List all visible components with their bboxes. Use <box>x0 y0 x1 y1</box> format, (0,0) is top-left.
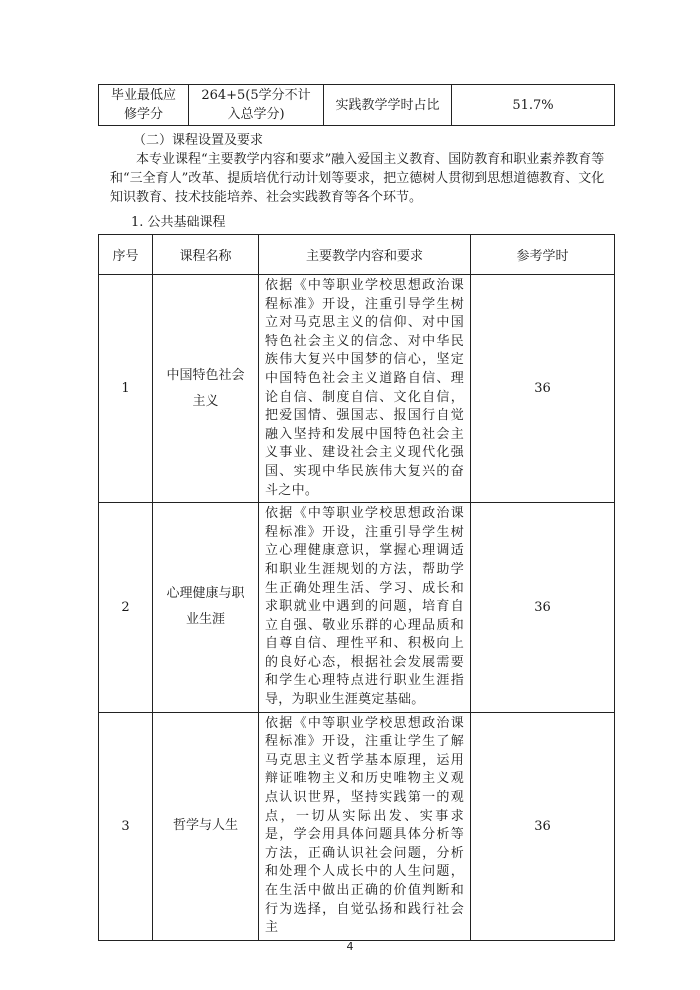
practice-ratio-value: 51.7% <box>452 85 615 126</box>
subsection-heading: 1. 公共基础课程 <box>131 215 226 230</box>
section-intro <box>110 150 615 207</box>
row-no: 2 <box>99 503 153 713</box>
row-hours: 36 <box>471 712 615 940</box>
credits-summary-table <box>98 84 615 126</box>
practice-ratio-label: 实践教学学时占比 <box>324 85 452 126</box>
table-header-row <box>99 235 615 275</box>
row-hours: 36 <box>471 503 615 713</box>
row-course-name: 哲学与人生 <box>153 712 259 940</box>
row-content: 依据《中等职业学校思想政治课程标准》开设，注重引导学生树立对马克思主义的信仰、对中国特色社会主义的信念、对中华民族伟大复兴中国梦的信心，坚定中国特色社会主义道路自信、理论自信、制度自信、文化自信，把爱国情、强国志、报国行自觉融入坚持和发展中国特色社会主义事业、建设社会主义现代化强国、实现中华民族伟大复兴的奋斗之中。 <box>259 275 471 503</box>
row-content: 依据《中等职业学校思想政治课程标准》开设，注重让学生了解马克思主义哲学基本原理，运用辩证唯物主义和历史唯物主义观点认识世界，坚持实践第一的观点，一切从实际出发、实事求是，学会用具体问题具体分析等方法，正确认识社会问题，分析和处理个人成长中的人生问题，在生活中做出正确的价值判断和行为选择，自觉弘扬和践行社会主 <box>259 712 471 940</box>
credits-summary-row <box>99 85 615 126</box>
row-course-name: 中国特色社会主义 <box>153 275 259 503</box>
table-row <box>99 275 615 503</box>
table-row <box>99 712 615 940</box>
row-course-name: 心理健康与职业生涯 <box>153 503 259 713</box>
min-credits-label: 毕业最低应修学分 <box>99 85 189 126</box>
section-heading: （二）课程设置及要求 <box>133 133 264 148</box>
row-no: 1 <box>99 275 153 503</box>
header-no: 序号 <box>99 235 153 275</box>
table-row <box>99 503 615 713</box>
header-hours: 参考学时 <box>471 235 615 275</box>
intro-paragraph: 本专业课程“主要教学内容和要求”融入爱国主义教育、国防教育和职业素养教育等和“三全育人”改革、提质培优行动计划等要求，把立德树人贯彻到思想道德教育、文化知识教育、技术技能培养、社会实践教育等各个环节。 <box>110 152 605 205</box>
page-number: 4 <box>346 940 354 953</box>
header-content: 主要教学内容和要求 <box>259 235 471 275</box>
row-no: 3 <box>99 712 153 940</box>
row-hours: 36 <box>471 275 615 503</box>
min-credits-value: 264+5(5学分不计入总学分) <box>189 85 324 126</box>
header-course-name: 课程名称 <box>153 235 259 275</box>
public-courses-table <box>98 234 615 941</box>
row-content: 依据《中等职业学校思想政治课程标准》开设，注重引导学生树立心理健康意识，掌握心理调适和职业生涯规划的方法，帮助学生正确处理生活、学习、成长和求职就业中遇到的问题，培育自立自强、敬业乐群的心理品质和自尊自信、理性平和、积极向上的良好心态，根据社会发展需要和学生心理特点进行职业生涯指导，为职业生涯奠定基础。 <box>259 503 471 713</box>
